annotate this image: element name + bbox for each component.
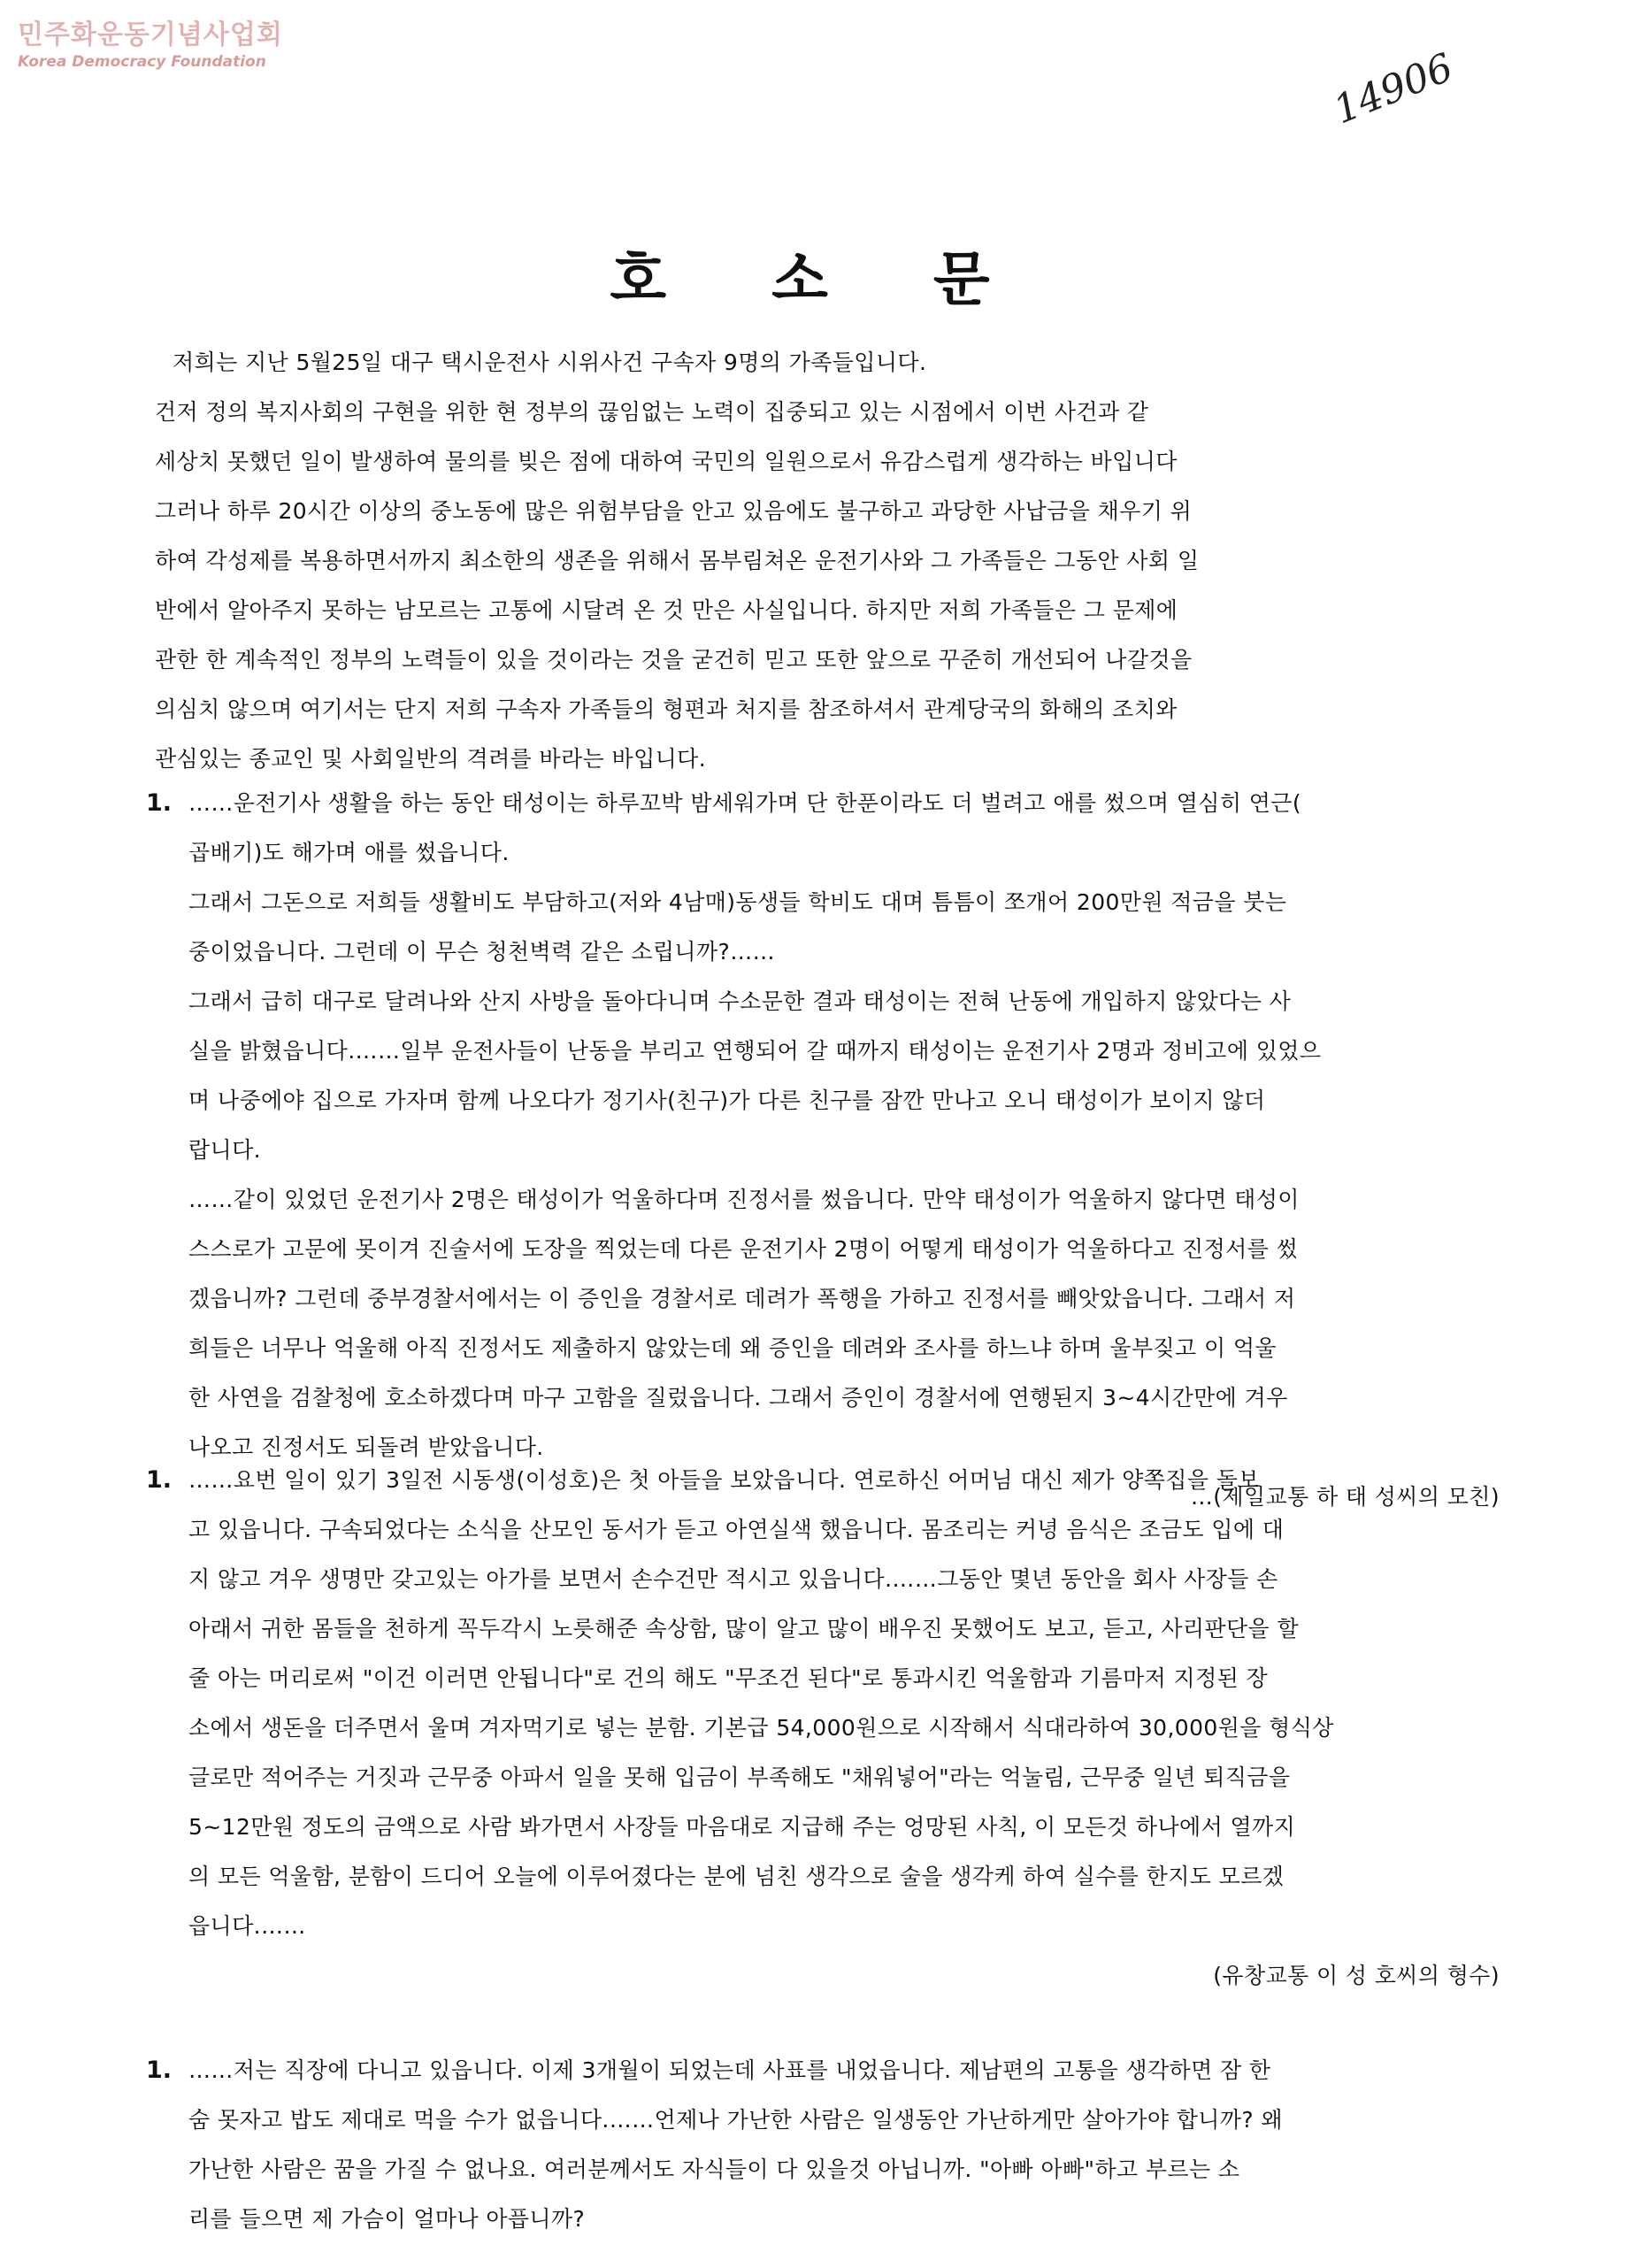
section-line: 줄 아는 머리로써 "이건 이러면 안됩니다"로 건의 해도 "무조건 된다"로 통과시킨 억울함과 기름마저 지정된 장 bbox=[188, 1665, 1269, 1691]
section-number: 1. bbox=[146, 2057, 173, 2084]
section-line: 지 않고 겨우 생명만 갖고있는 아가를 보면서 손수건만 적시고 있읍니다.……그동안 몇년 동안을 회사 사장들 손 bbox=[188, 1566, 1278, 1592]
section-first-line: ……요번 일이 있기 3일전 시동생(이성호)은 첫 아들을 보았읍니다. 연로하신 어머님 대신 제가 양쪽집을 돌보 bbox=[188, 1467, 1260, 1493]
intro-line: 관한 한 계속적인 정부의 노력들이 있을 것이라는 것을 굳건히 믿고 또한 앞으로 꾸준히 개선되어 나갈것을 bbox=[155, 647, 1193, 673]
intro-paragraph bbox=[155, 338, 1500, 784]
section-line: 랍니다. bbox=[188, 1137, 261, 1163]
testimony-section-2 bbox=[146, 1456, 1500, 2001]
section-line: 읍니다.…… bbox=[188, 1913, 306, 1939]
testimony-section-3 bbox=[146, 2046, 1500, 2244]
intro-line: 관심있는 종교인 및 사회일반의 격려를 바라는 바입니다. bbox=[155, 746, 707, 772]
intro-line: 건저 정의 복지사회의 구현을 위한 현 정부의 끊임없는 노력이 집중되고 있는 시점에서 이번 사건과 같 bbox=[155, 399, 1149, 425]
section-line: 나오고 진정서도 되돌려 받았읍니다. bbox=[188, 1434, 544, 1460]
section-line: 곱배기)도 해가며 애를 썼읍니다. bbox=[188, 840, 510, 865]
section-first-line: ……저는 직장에 다니고 있읍니다. 이제 3개월이 되었는데 사표를 내었읍니다. 제남편의 고통을 생각하면 잠 한 bbox=[188, 2057, 1271, 2083]
section-line: 숨 못자고 밥도 제대로 먹을 수가 없읍니다.……언제나 가난한 사람은 일생동안 가난하게만 살아가야 합니까? 왜 bbox=[188, 2107, 1283, 2133]
section-line: ……같이 있었던 운전기사 2명은 태성이가 억울하다며 진정서를 썼읍니다. 만약 태성이가 억울하지 않다면 태성이 bbox=[188, 1187, 1300, 1212]
foundation-watermark bbox=[18, 12, 283, 71]
section-line: 겠읍니까? 그런데 중부경찰서에서는 이 증인을 경찰서로 데려가 폭행을 가하고 진정서를 빼앗았읍니다. 그래서 저 bbox=[188, 1286, 1296, 1311]
intro-line: 저희는 지난 5월25일 대구 택시운전사 시위사건 구속자 9명의 가족들입니다. bbox=[173, 350, 927, 375]
watermark-korean: 민주화운동기념사업회 bbox=[18, 19, 283, 50]
intro-line: 그러나 하루 20시간 이상의 중노동에 많은 위험부담을 안고 있음에도 불구하고 과당한 사납금을 채우기 위 bbox=[155, 498, 1193, 524]
section-line: 리를 들으면 제 가슴이 얼마나 아픕니까? bbox=[188, 2206, 586, 2232]
section-line: 아래서 귀한 몸들을 천하게 꼭두각시 노릇해준 속상함, 많이 알고 많이 배우진 못했어도 보고, 듣고, 사리판단을 할 bbox=[188, 1616, 1299, 1641]
section-signature: (유창교통 이 성 호씨의 형수) bbox=[1213, 1963, 1500, 1988]
handwritten-note: 14906 bbox=[1327, 44, 1460, 134]
testimony-section-1 bbox=[146, 779, 1500, 1522]
section-signature: …(제일교통 하 태 성씨의 모친) bbox=[1190, 1484, 1500, 1510]
section-line: 의 모든 억울함, 분함이 드디어 오늘에 이루어졌다는 분에 넘친 생각으로 술을 생각케 하여 실수를 한지도 모르겠 bbox=[188, 1864, 1285, 1889]
section-line: 희들은 너무나 억울해 아직 진정서도 제출하지 않았는데 왜 증인을 데려와 조사를 하느냐 하며 울부짖고 이 억울 bbox=[188, 1335, 1277, 1361]
section-line: 실을 밝혔읍니다.……일부 운전사들이 난동을 부리고 연행되어 갈 때까지 태성이는 운전기사 2명과 정비고에 있었으 bbox=[188, 1038, 1322, 1064]
intro-line: 세상치 못했던 일이 발생하여 물의를 빚은 점에 대하여 국민의 일원으로서 유감스럽게 생각하는 바입니다 bbox=[155, 449, 1178, 474]
intro-line: 하여 각성제를 복용하면서까지 최소한의 생존을 위해서 몸부림쳐온 운전기사와 그 가족들은 그동안 사회 일 bbox=[155, 548, 1200, 573]
section-line: 고 있읍니다. 구속되었다는 소식을 산모인 동서가 듣고 아연실색 했읍니다. 몸조리는 커녕 음식은 조금도 입에 대 bbox=[188, 1517, 1285, 1542]
section-line: 중이었읍니다. 그런데 이 무슨 청천벽력 같은 소립니까?…… bbox=[188, 939, 775, 965]
section-line: 가난한 사람은 꿈을 가질 수 없나요. 여러분께서도 자식들이 다 있을것 아닙니까. "아빠 아빠"하고 부르는 소 bbox=[188, 2157, 1240, 2182]
section-line: 그래서 급히 대구로 달려나와 산지 사방을 돌아다니며 수소문한 결과 태성이는 전혀 난동에 개입하지 않았다는 사 bbox=[188, 988, 1292, 1014]
document-title: 호 소 문 bbox=[610, 245, 1032, 313]
section-line: 며 나중에야 집으로 가자며 함께 나오다가 정기사(친구)가 다른 친구를 잠깐 만나고 오니 태성이가 보이지 않더 bbox=[188, 1088, 1266, 1113]
section-number: 1. bbox=[146, 1466, 173, 1494]
section-first-line: ……운전기사 생활을 하는 동안 태성이는 하루꼬박 밤세워가며 단 한푼이라도 더 벌려고 애를 썼으며 열심히 연근( bbox=[188, 790, 1302, 816]
section-line: 그래서 그돈으로 저희들 생활비도 부담하고(저와 4남매)동생들 학비도 대며 틈틈이 쪼개어 200만원 적금을 붓는 bbox=[188, 889, 1287, 915]
section-line: 소에서 생돈을 더주면서 울며 겨자먹기로 넣는 분함. 기본급 54,000원으로 시작해서 식대라하여 30,000원을 형식상 bbox=[188, 1715, 1334, 1741]
section-line: 5~12만원 정도의 금액으로 사람 봐가면서 사장들 마음대로 지급해 주는 엉망된 사칙, 이 모든것 하나에서 열까지 bbox=[188, 1814, 1296, 1840]
section-line: 스스로가 고문에 못이겨 진술서에 도장을 찍었는데 다른 운전기사 2명이 어떻게 태성이가 억울하다고 진정서를 썼 bbox=[188, 1236, 1299, 1262]
section-number: 1. bbox=[146, 789, 173, 817]
intro-line: 의심치 않으며 여기서는 단지 저희 구속자 가족들의 형편과 처지를 참조하셔서 관계당국의 화해의 조치와 bbox=[155, 696, 1178, 722]
watermark-english: Korea Democracy Foundation bbox=[18, 53, 266, 71]
intro-line: 반에서 알아주지 못하는 남모르는 고통에 시달려 온 것 만은 사실입니다. 하지만 저희 가족들은 그 문제에 bbox=[155, 597, 1178, 623]
section-line: 한 사연을 검찰청에 호소하겠다며 마구 고함을 질렀읍니다. 그래서 증인이 경찰서에 연행된지 3~4시간만에 겨우 bbox=[188, 1385, 1288, 1411]
section-line: 글로만 적어주는 거짓과 근무중 아파서 일을 못해 입금이 부족해도 "채워넣어"라는 억눌림, 근무중 일년 퇴직금을 bbox=[188, 1764, 1291, 1790]
